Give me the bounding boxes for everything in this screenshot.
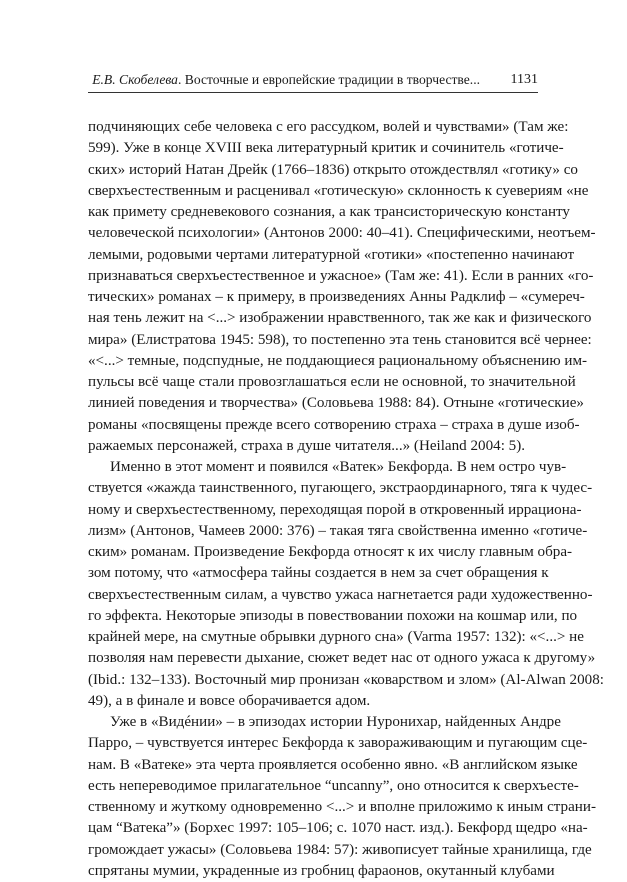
text-line: лемыми, родовыми чертами литературной «готики» «постепенно начинают <box>88 246 575 263</box>
text-line: романы «посвящены прежде всего сотворению страха – страха в душе изоб- <box>88 416 580 433</box>
text-line: тических» романах – к примеру, в произведениях Анны Радклиф – «сумереч- <box>88 289 585 305</box>
text-line: сверхъестественным и расценивал «готическую» склонность к суевериям «не <box>88 182 589 199</box>
text-line: Уже в «Видéнии» – в эпизодах истории Нуронихар, найденных Андре <box>110 714 561 730</box>
text-line: зом потому, что «атмосфера тайны создается в нем за счет обращения к <box>88 565 549 582</box>
text-line: ражаемых персонажей, страха в душе читателя...» (Heiland 2004: 5). <box>88 437 526 454</box>
text-line: подчиняющих себе человека с его рассудком, волей и чувствами» (Там же: <box>88 119 569 135</box>
text-line: ная тень лежит на <...> изображении нравственного, так же как и физического <box>88 310 592 327</box>
text-line: цам “Ватека”» (Борхес 1997: 105–106; с. 1070 наст. изд.). Бекфорд щедро «на- <box>88 820 588 837</box>
text-line: крайней мере, на смутные обрывки дурного сна» (Varma 1957: 132): «<...> не <box>88 629 584 645</box>
text-line: линией поведения и творчества» (Соловьева 1988: 84). Отныне «готические» <box>88 395 584 412</box>
text-line: есть непереводимое прилагательное “uncanny”, оно относится к сверхъесте- <box>88 777 579 794</box>
running-head-title: . Восточные и европейские традиции в творчестве... <box>177 72 480 87</box>
body-text <box>88 117 604 882</box>
text-line: 49), а в финале и вовсе оборачивается адом. <box>88 692 371 709</box>
running-head <box>88 70 538 93</box>
text-line: громождает ужасы» (Соловьева 1984: 57): живописует тайные хранилища, где <box>88 841 592 858</box>
running-title <box>92 70 480 90</box>
text-line: позволяя нам перевести дыхание, сюжет ведет нас от одного ужаса к другому» <box>88 650 596 667</box>
text-line: ному и сверхъестественному, переходящая порой в откровенный иррациона- <box>88 501 582 518</box>
text-line: мира» (Елистратова 1945: 598), то постепенно эта тень становится всё чернее: <box>88 331 592 348</box>
running-head-author: Е.В. Скобелева <box>92 72 178 87</box>
text-line: лизм» (Антонов, Чамеев 2000: 376) – такая тяга свойственна именно «готиче- <box>88 522 588 539</box>
text-line: спрятаны мумии, украденные из гробниц фараонов, окутанный клубами <box>88 862 555 879</box>
text-line: ствуется «жажда таинственного, пугающего, экстраординарного, тяга к чудес- <box>88 480 593 497</box>
text-line: Именно в этот момент и появился «Ватек» Бекфорда. В нем остро чув- <box>110 459 567 475</box>
text-line: ских» историй Натан Дрейк (1766–1836) открыто отождествлял «готику» со <box>88 161 578 178</box>
text-line: признаваться сверхъестественное и ужасное» (Там же: 41). Если в ранних «го- <box>88 267 594 284</box>
text-line: 599). Уже в конце XVIII века литературный критик и сочинитель «готиче- <box>88 140 564 157</box>
page-number: 1131 <box>510 72 538 87</box>
text-line: нам. В «Ватеке» эта черта проявляется особенно явно. «В английском языке <box>88 756 578 773</box>
text-line: человеческой психологии» (Антонов 2000: 40–41). Специфическими, неотъем- <box>88 225 596 242</box>
text-line: ским» романам. Произведение Бекфорда относят к их числу главным обра- <box>88 544 573 560</box>
text-line: го эффекта. Некоторые эпизоды в повествовании похожи на кошмар или, по <box>88 607 578 624</box>
text-line: «<...> темные, подспудные, не поддающиеся рациональному объяснению им- <box>88 352 588 369</box>
text-line: как примету средневекового сознания, а как трансисторическую константу <box>88 204 570 220</box>
text-line: сверхъестественным силам, а чувство ужаса нагнетается ради художественно- <box>88 586 593 603</box>
text-line: пульсы всё чаще стали провозглашаться если не основной, то значительной <box>88 374 576 390</box>
text-line: ственному и жуткому одновременно <...> и вполне приложимо к иным страни- <box>88 799 596 815</box>
text-line: (Ibid.: 132–133). Восточный мир пронизан «коварством и злом» (Al-Alwan 2008: <box>88 671 604 688</box>
text-line: Парро, – чувствуется интерес Бекфорда к завораживающим и пугающим сце- <box>88 735 588 752</box>
